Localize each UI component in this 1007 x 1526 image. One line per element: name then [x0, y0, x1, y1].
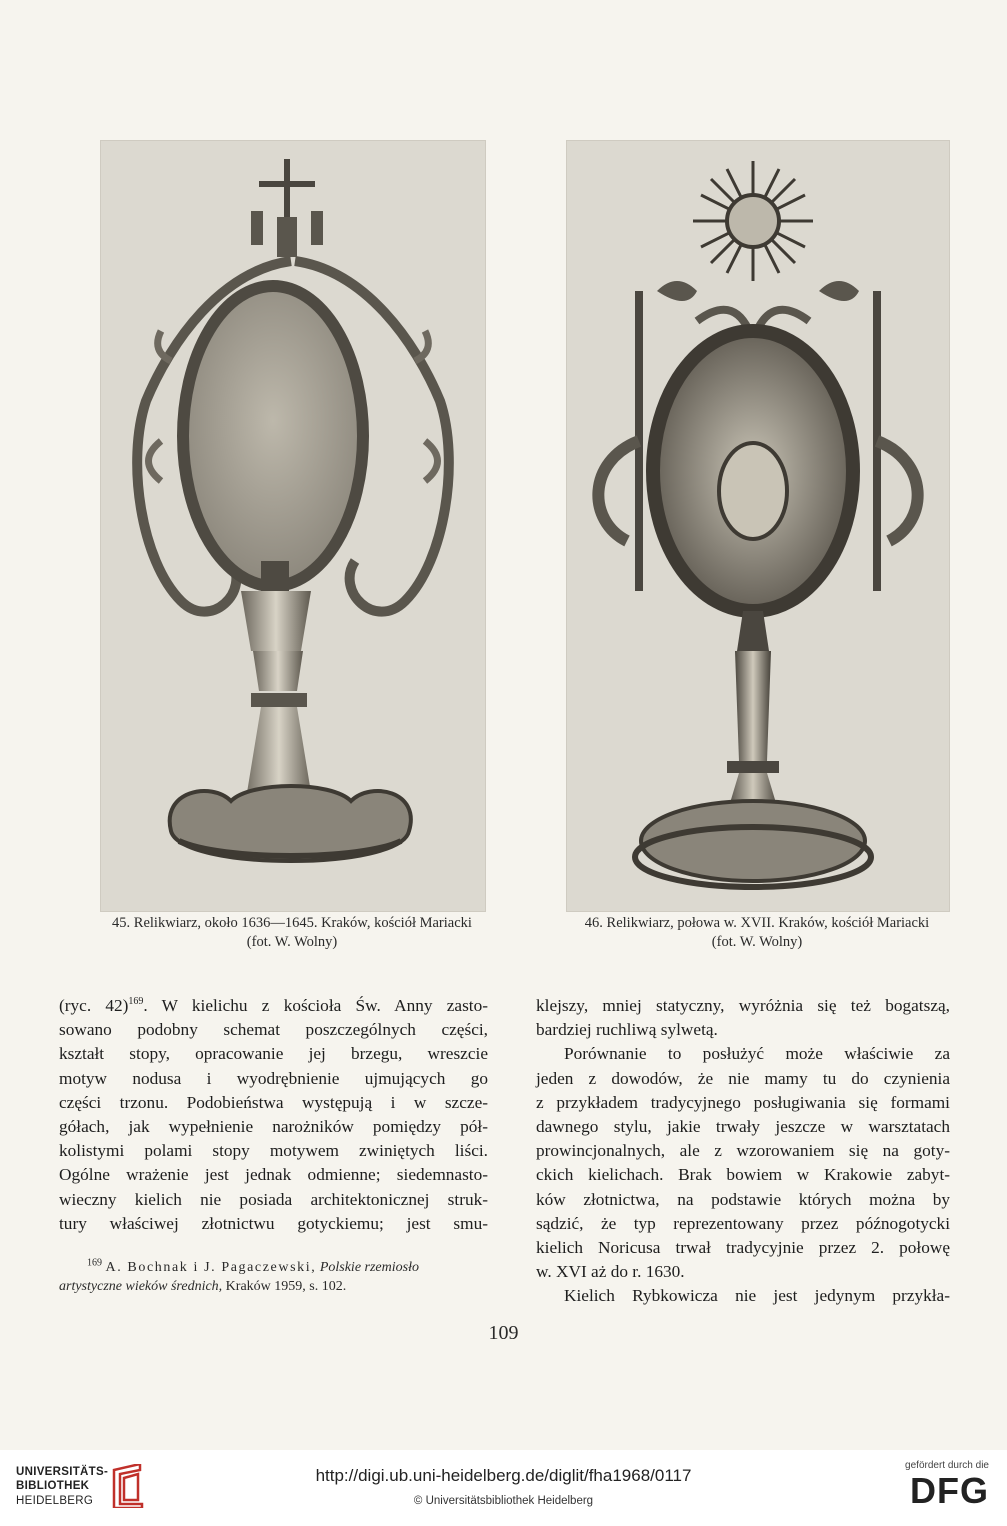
- body-line: bardziej ruchliwą sylwetą.: [536, 1020, 718, 1040]
- body-line: kolistymi polami stopy motywem zwiniętych liści.: [59, 1141, 488, 1161]
- body-line: w. XVI aż do r. 1630.: [536, 1262, 685, 1282]
- body-line: wieczny kielich nie posiada architektonicznej struk-: [59, 1189, 488, 1209]
- footnote-title: artystyczne wieków średnich,: [59, 1279, 223, 1294]
- library-name-line2: BIBLIOTHEK: [16, 1480, 90, 1492]
- permalink-url[interactable]: http://digi.ub.uni-heidelberg.de/diglit/fha1968/0117: [315, 1466, 692, 1485]
- figure-46-photo: [566, 140, 950, 912]
- body-line: (ryc. 42)$^{169}$. W kielichu z kościoła Św. Anny zasto-: [59, 996, 488, 1015]
- figure-45-photo: [100, 140, 486, 912]
- body-line: Ogólne wrażenie jest jednak odmienne; siedemnasto-: [59, 1165, 488, 1185]
- footnote-ref[interactable]: 169: [128, 996, 144, 1008]
- dfg-wordmark: DFG: [910, 1470, 989, 1511]
- figure-46-caption: [510, 914, 1004, 952]
- footnote-title: Polskie rzemiosło: [319, 1260, 419, 1275]
- body-line: Porównanie to posłużyć może właściwie za: [564, 1044, 950, 1064]
- body-line: prowincjonalnych, ale z wzorowaniem się na goty-: [536, 1141, 950, 1161]
- footnote-line: [59, 1277, 488, 1296]
- body-line: kształt stopy, opracowanie jej brzegu, wreszcie: [59, 1044, 488, 1064]
- body-line: części trzonu. Podobieństwa występują i w szcze-: [59, 1092, 488, 1112]
- body-line: sowano podobny schemat poszczególnych części,: [59, 1020, 488, 1040]
- footnote-author: A. Bochnak i J. Pagaczewski,: [105, 1260, 317, 1275]
- reliquary-45-image: [101, 141, 485, 911]
- copyright-notice: © Universitätsbibliothek Heidelberg: [413, 1495, 594, 1507]
- figure-45-caption-title: 45. Relikwiarz, około 1636—1645. Kraków, kościół Mariacki: [112, 915, 472, 931]
- footnote-number: 169: [87, 1257, 102, 1269]
- body-line: ków złotnictwa, na podstawie których można by: [536, 1189, 950, 1209]
- body-line: z przykładem tradycyjnego posługiwania się formami: [536, 1092, 950, 1112]
- body-line: ckich kielichach. Brak bowiem w Krakowie zabyt-: [536, 1165, 950, 1185]
- body-line: Kielich Rybkowicza nie jest jedynym przykła-: [564, 1286, 950, 1306]
- body-line: dawnego stylu, jakie trwały jeszcze w warsztatach: [536, 1117, 950, 1137]
- footnote-169: [59, 1258, 488, 1296]
- figure-45-photo-credit: (fot. W. Wolny): [246, 934, 338, 950]
- figure-46-caption-title: 46. Relikwiarz, połowa w. XVII. Kraków, kościół Mariacki: [584, 915, 930, 931]
- body-line: kielich Noricusa trwał tradycyjnie przez 2. połowę: [536, 1238, 950, 1258]
- body-column-left: [59, 994, 488, 1236]
- page-number: 109: [488, 1322, 519, 1344]
- dfg-logo-icon[interactable]: [889, 1460, 989, 1520]
- library-name-line3: HEIDELBERG: [16, 1495, 94, 1507]
- body-line: jeden z dowodów, że nie mamy tu do czynienia: [536, 1068, 950, 1088]
- footnote-line: [59, 1258, 488, 1277]
- reliquary-46-image: [567, 141, 949, 911]
- body-line: gółach, jak wypełnienie narożników pomiędzy pół-: [59, 1117, 488, 1137]
- figure-46-photo-credit: (fot. W. Wolny): [711, 934, 803, 950]
- body-line: klejszy, mniej statyczny, wyróżnia się też bogatszą,: [536, 996, 950, 1015]
- body-line: motyw nodusa i wyodrębnienie ujmujących go: [59, 1068, 488, 1088]
- body-line: tury właściwej złotnictwu gotyckiemu; jest smu-: [59, 1213, 488, 1233]
- body-line: sądzić, że typ reprezentowany przez późnogotycki: [536, 1213, 950, 1233]
- funding-note: gefördert durch die: [905, 1460, 989, 1471]
- figure-45-caption: [50, 914, 534, 952]
- footnote-publication: Kraków 1959, s. 102.: [225, 1279, 347, 1294]
- digitization-footer: [0, 1450, 1007, 1526]
- body-column-right: [536, 994, 950, 1309]
- library-name-line1: UNIVERSITÄTS-: [16, 1466, 109, 1478]
